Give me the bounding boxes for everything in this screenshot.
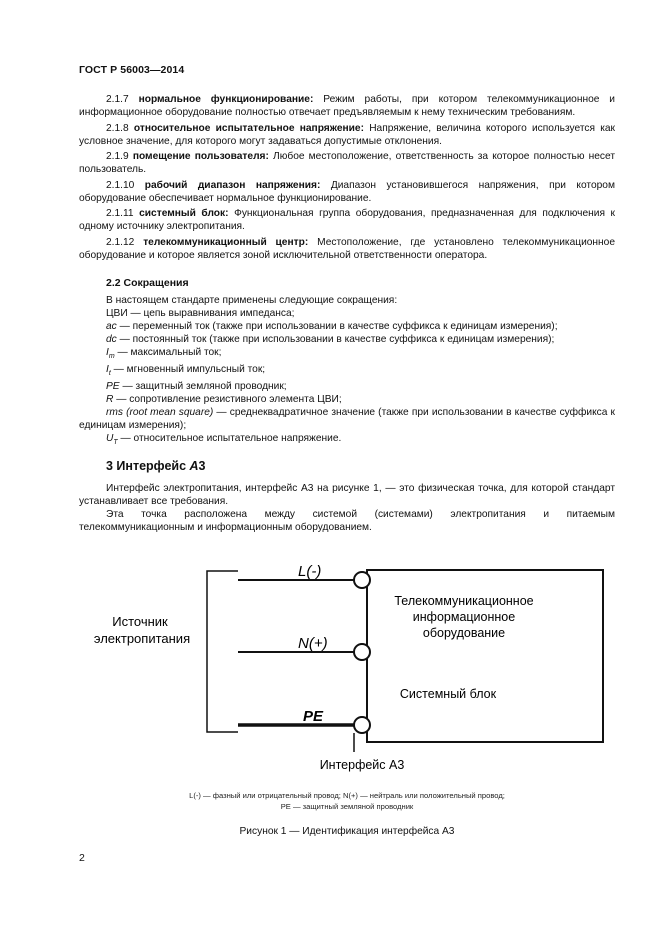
definition-term: рабочий диапазон напряжения: (144, 179, 321, 191)
terminal-l (354, 572, 370, 588)
abbreviation-symbol: R (106, 394, 114, 405)
definition-number: 2.1.12 (106, 236, 135, 248)
abbreviation-text: — переменный ток (также при использовании в качестве суффикса к единицам измерения); (119, 321, 558, 332)
equipment-label-line1: Телекоммуникационное (394, 594, 534, 608)
terminal-n (354, 644, 370, 660)
system-block-label: Системный блок (399, 687, 497, 701)
definition-term: нормальное функционирование: (138, 94, 314, 105)
abbreviation-symbol: dc (106, 334, 117, 345)
definition-number: 2.1.7 (106, 94, 129, 105)
abbreviation-subscript: T (113, 439, 118, 446)
abbreviation-text: — постоянный ток (также при использовании в качестве суффикса к единицам измерения); (119, 334, 555, 345)
definition-text: Диапазон установившегося напряжения, при котором оборудование обеспечивает нормальное функционирование. (79, 179, 615, 204)
abbreviation-symbol: U (106, 433, 114, 444)
label-pe: PE (303, 708, 324, 725)
abbreviation-text: — защитный земляной проводник; (122, 381, 287, 392)
section3-paragraph-2: Эта точка расположена между системой (системами) электропитания и питаемым телекоммуникационным и информационным оборудованием. (79, 509, 615, 533)
abbreviation-text: — сопротивление резистивного элемента ЦВИ; (116, 394, 342, 405)
label-n: N(+) (298, 635, 328, 652)
definition-number: 2.1.10 (106, 179, 135, 191)
standard-header: ГОСТ Р 56003—2014 (79, 64, 185, 76)
label-l: L(-) (298, 563, 322, 580)
definition-term: относительное испытательное напряжение: (133, 122, 364, 134)
definition-number: 2.1.8 (106, 122, 129, 134)
abbreviation-symbol: I (106, 364, 109, 375)
figure-title: Рисунок 1 — Идентификация интерфейса А3 (239, 826, 455, 837)
source-label-line2: электропитания (93, 631, 191, 646)
definition-term: системный блок: (139, 208, 229, 219)
page-number: 2 (79, 852, 85, 864)
terminal-pe (354, 717, 370, 733)
abbreviation-symbol: rms (root mean square) (106, 407, 214, 418)
section-heading-interface: 3 Интерфейс А3 (106, 459, 206, 473)
abbreviation-symbol: I (106, 347, 109, 358)
abbreviation-text: — мгновенный импульсный ток; (113, 364, 266, 375)
definition-text: Напряжение, величина которого используется как условное значение, для которого могут задаваться допустимые отклонения. (79, 122, 615, 147)
abbreviation-symbol: ac (106, 321, 117, 332)
definition-text: Функциональная группа оборудования, предназначенная для подключения к одному источнику электропитания. (79, 208, 615, 232)
definition-term: помещение пользователя: (132, 151, 269, 162)
abbreviation-subscript: t (108, 370, 111, 377)
source-bracket (207, 571, 238, 732)
section3-paragraph-1: Интерфейс электропитания, интерфейс А3 на рисунке 1, — это физическая точка, для которой стандарт устанавливает все требования. (79, 483, 615, 507)
figure-legend-line2: PE — защитный земляной проводник (280, 802, 414, 811)
section-heading-abbreviations: 2.2 Сокращения (106, 277, 189, 289)
figure-legend-line1: L(-) — фазный или отрицательный провод; N(+) — нейтраль или положительный провод; (189, 791, 505, 800)
definition-text: Местоположение, где установлено телекоммуникационное оборудование и которое является зоной исключительной ответственности оператора. (79, 236, 616, 261)
abbreviation-text: — максимальный ток; (117, 347, 222, 358)
abbreviations-intro: В настоящем стандарте применены следующие сокращения: (106, 295, 398, 306)
definition-number: 2.1.9 (106, 151, 129, 162)
abbreviation-text: — цепь выравнивания импеданса; (130, 308, 295, 319)
interface-label: Интерфейс А3 (319, 758, 405, 772)
equipment-label-line3: оборудование (422, 626, 506, 640)
abbreviation-text: — среднеквадратичное значение (также при использовании в качестве суффикса к единицам измерения); (79, 407, 616, 431)
definition-text: Режим работы, при котором телекоммуникационное и информационное оборудование полностью отвечает предъявляемым к нему техническим требованиям. (79, 94, 615, 118)
definition-text: Любое местоположение, ответственность за которое полностью несет пользователь. (79, 151, 615, 175)
equipment-label-line2: информационное (412, 610, 516, 624)
definition-term: телекоммуникационный центр: (143, 236, 309, 248)
abbreviation-subscript: m (108, 353, 115, 360)
abbreviation-symbol: ЦВИ (106, 308, 128, 319)
definition-number: 2.1.11 (106, 208, 134, 219)
source-label-line1: Источник (112, 614, 168, 629)
abbreviation-symbol: PE (106, 381, 120, 392)
abbreviation-text: — относительное испытательное напряжение. (120, 433, 342, 444)
